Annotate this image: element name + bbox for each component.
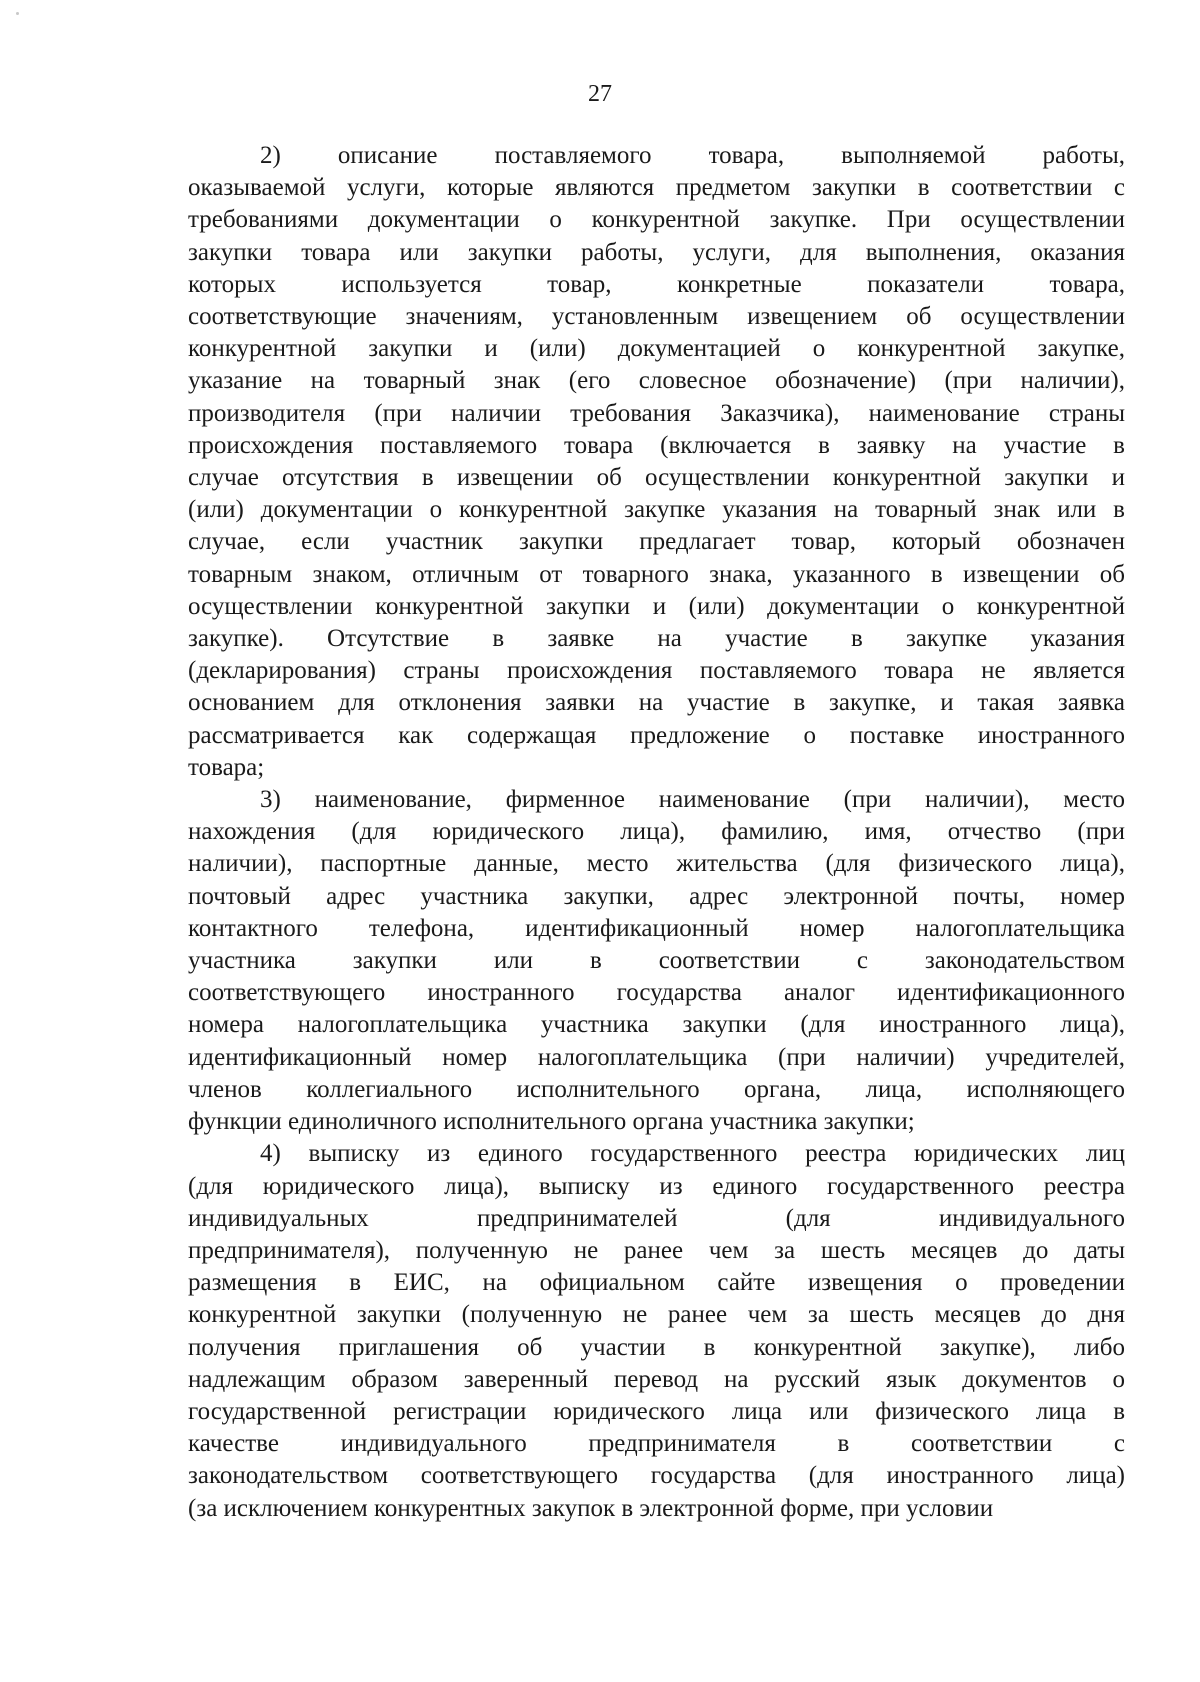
- text-line: 4) выписку из единого государственного реестра юридических лиц: [260, 1140, 1125, 1168]
- text-line: членов коллегиального исполнительного органа, лица, исполняющего: [188, 1075, 1125, 1103]
- paragraph-item-3: [188, 784, 1125, 1138]
- text-line: предпринимателя), полученную не ранее чем за шесть месяцев до даты: [188, 1236, 1125, 1264]
- text-line: контактного телефона, идентификационный номер налогоплательщика: [188, 914, 1125, 942]
- text-line: (за исключением конкурентных закупок в электронной форме, при условии: [188, 1494, 994, 1522]
- scan-speck: [16, 12, 19, 15]
- document-body: [188, 140, 1125, 1525]
- text-line: рассматривается как содержащая предложение о поставке иностранного: [188, 721, 1125, 749]
- text-line: производителя (при наличии требования Заказчика), наименование страны: [188, 399, 1125, 427]
- text-line: оказываемой услуги, которые являются предметом закупки в соответствии с: [188, 174, 1125, 202]
- text-line: наличии), паспортные данные, место жительства (для физического лица),: [188, 850, 1125, 878]
- text-line: (декларирования) страны происхождения поставляемого товара не является: [188, 657, 1125, 685]
- text-line: почтовый адрес участника закупки, адрес электронной почты, номер: [188, 882, 1125, 910]
- text-line: основанием для отклонения заявки на участие в закупке, и такая заявка: [188, 689, 1125, 717]
- text-line: идентификационный номер налогоплательщика (при наличии) учредителей,: [188, 1043, 1125, 1071]
- text-line: происхождения поставляемого товара (включается в заявку на участие в: [188, 431, 1125, 459]
- text-line: товара;: [188, 753, 265, 781]
- text-line: законодательством соответствующего государства (для иностранного лица): [188, 1462, 1125, 1490]
- text-line: случае отсутствия в извещении об осуществлении конкурентной закупки и: [188, 464, 1125, 492]
- text-line: 2) описание поставляемого товара, выполняемой работы,: [260, 142, 1125, 169]
- text-line: (для юридического лица), выписку из единого государственного реестра: [188, 1172, 1125, 1200]
- text-line: закупки товара или закупки работы, услуги, для выполнения, оказания: [188, 238, 1125, 266]
- paragraph-item-4: [188, 1138, 1125, 1524]
- text-line: соответствующего иностранного государства аналог идентификационного: [188, 979, 1125, 1007]
- text-line: осуществлении конкурентной закупки и (или) документации о конкурентной: [188, 592, 1125, 620]
- text-line: (или) документации о конкурентной закупке указания на товарный знак или в: [188, 496, 1125, 524]
- text-line: участника закупки или в соответствии с законодательством: [188, 947, 1125, 975]
- paragraph-item-2: [188, 140, 1125, 784]
- text-line: качестве индивидуального предпринимателя в соответствии с: [188, 1430, 1125, 1458]
- text-line: размещения в ЕИС, на официальном сайте извещения о проведении: [188, 1269, 1125, 1297]
- text-line: функции единоличного исполнительного органа участника закупки;: [188, 1108, 915, 1136]
- text-line: получения приглашения об участии в конкурентной закупке), либо: [188, 1333, 1125, 1361]
- text-line: индивидуальных предпринимателей (для индивидуального: [188, 1204, 1125, 1232]
- page-number: 27: [588, 81, 612, 107]
- text-line: номера налогоплательщика участника закупки (для иностранного лица),: [188, 1011, 1125, 1039]
- text-line: соответствующие значениям, установленным извещением об осуществлении: [188, 303, 1125, 331]
- text-line: товарным знаком, отличным от товарного знака, указанного в извещении об: [188, 560, 1125, 588]
- text-line: которых используется товар, конкретные показатели товара,: [188, 270, 1125, 298]
- text-line: закупке). Отсутствие в заявке на участие в закупке указания: [188, 625, 1125, 653]
- text-line: конкурентной закупки и (или) документацией о конкурентной закупке,: [188, 335, 1125, 363]
- text-line: требованиями документации о конкурентной закупке. При осуществлении: [188, 206, 1125, 234]
- text-line: конкурентной закупки (полученную не ранее чем за шесть месяцев до дня: [188, 1301, 1125, 1329]
- text-line: надлежащим образом заверенный перевод на русский язык документов о: [188, 1365, 1125, 1393]
- text-line: нахождения (для юридического лица), фамилию, имя, отчество (при: [188, 818, 1125, 846]
- text-line: государственной регистрации юридического лица или физического лица в: [188, 1397, 1125, 1425]
- text-line: 3) наименование, фирменное наименование (при наличии), место: [260, 786, 1125, 814]
- text-line: случае, если участник закупки предлагает товар, который обозначен: [188, 528, 1125, 556]
- text-line: указание на товарный знак (его словесное обозначение) (при наличии),: [188, 367, 1125, 395]
